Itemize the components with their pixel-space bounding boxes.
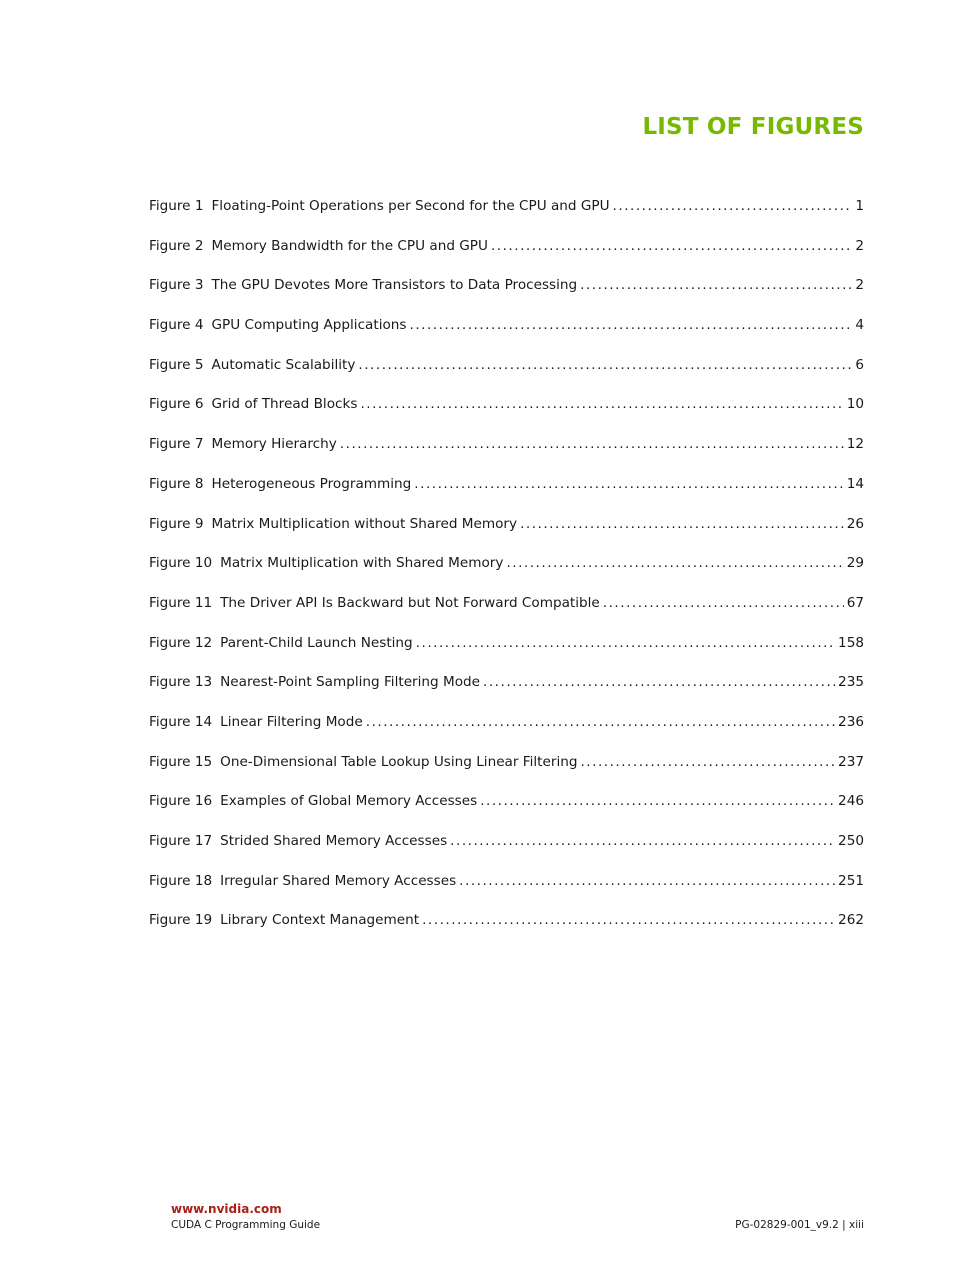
dot-leader	[360, 396, 843, 412]
figure-page-number: 251	[838, 872, 864, 889]
figure-list-entry[interactable]	[149, 436, 864, 476]
figure-title: Examples of Global Memory Accesses	[220, 793, 478, 810]
figure-list-entry[interactable]	[149, 595, 864, 635]
figure-number: Figure 12	[149, 634, 213, 651]
dot-leader	[366, 714, 835, 730]
figure-list-entry[interactable]	[149, 754, 864, 794]
dot-leader	[422, 912, 835, 928]
dot-leader	[358, 357, 852, 373]
figure-number: Figure 7	[149, 436, 204, 453]
figure-title: The Driver API Is Backward but Not Forward Compatible	[220, 594, 600, 611]
figure-title: One-Dimensional Table Lookup Using Linear Filtering	[220, 753, 578, 770]
dot-leader	[483, 674, 835, 690]
figure-number: Figure 13	[149, 674, 213, 691]
figure-list-entry[interactable]	[149, 793, 864, 833]
figure-title: The GPU Devotes More Transistors to Data Processing	[211, 277, 578, 294]
figure-number: Figure 3	[149, 277, 204, 294]
figure-page-number: 246	[838, 793, 864, 810]
figure-number: Figure 8	[149, 475, 204, 492]
figure-page-number: 29	[846, 555, 864, 572]
dot-leader	[450, 833, 835, 849]
figure-number: Figure 5	[149, 356, 204, 373]
figure-number: Figure 16	[149, 793, 213, 810]
dot-leader	[416, 635, 835, 651]
figure-title: Irregular Shared Memory Accesses	[220, 872, 457, 889]
footer-doc-id-page: PG-02829-001_v9.2 | xiii	[735, 1219, 864, 1231]
figure-number: Figure 10	[149, 555, 213, 572]
figure-list-entry[interactable]	[149, 635, 864, 675]
figure-number: Figure 9	[149, 515, 204, 532]
figure-list-entry[interactable]	[149, 357, 864, 397]
figure-title: Heterogeneous Programming	[211, 475, 412, 492]
dot-leader	[491, 238, 852, 254]
figure-number: Figure 14	[149, 713, 213, 730]
figure-title: GPU Computing Applications	[211, 317, 407, 334]
figure-number: Figure 1	[149, 198, 204, 214]
figure-list-entry[interactable]	[149, 674, 864, 714]
figure-number: Figure 18	[149, 872, 213, 889]
dot-leader	[506, 555, 843, 571]
figure-list-entry[interactable]	[149, 476, 864, 516]
figure-title: Linear Filtering Mode	[220, 713, 363, 730]
figure-title: Grid of Thread Blocks	[211, 396, 358, 413]
figure-page-number: 2	[855, 277, 864, 294]
dot-leader	[410, 317, 853, 333]
figure-page-number: 158	[838, 634, 864, 651]
dot-leader	[603, 595, 844, 611]
figure-list-entry[interactable]	[149, 317, 864, 357]
figure-list-entry[interactable]	[149, 198, 864, 238]
figure-title: Matrix Multiplication without Shared Memory	[211, 515, 518, 532]
figure-title: Nearest-Point Sampling Filtering Mode	[220, 674, 481, 691]
figure-list-entry[interactable]	[149, 555, 864, 595]
figure-title: Floating-Point Operations per Second for the CPU and GPU	[211, 198, 610, 214]
figure-page-number: 235	[838, 674, 864, 691]
figure-number: Figure 6	[149, 396, 204, 413]
figure-title: Matrix Multiplication with Shared Memory	[220, 555, 504, 572]
figure-list-entry[interactable]	[149, 912, 864, 952]
figure-title: Automatic Scalability	[211, 356, 356, 373]
figure-list	[149, 198, 864, 952]
figure-page-number: 250	[838, 833, 864, 849]
figure-page-number: 4	[855, 317, 864, 334]
figure-page-number: 237	[838, 753, 864, 770]
dot-leader	[613, 198, 853, 214]
figure-number: Figure 15	[149, 753, 213, 770]
dot-leader	[580, 754, 835, 770]
figure-title: Parent-Child Launch Nesting	[220, 634, 413, 651]
dot-leader	[520, 516, 844, 532]
figure-number: Figure 2	[149, 237, 204, 254]
dot-leader	[414, 476, 843, 492]
figure-number: Figure 11	[149, 594, 213, 611]
figure-page-number: 2	[855, 237, 864, 254]
figure-number: Figure 19	[149, 912, 213, 929]
figure-page-number: 10	[846, 396, 864, 413]
figure-page-number: 12	[846, 436, 864, 453]
figure-page-number: 1	[855, 198, 864, 214]
figure-list-entry[interactable]	[149, 873, 864, 913]
figure-list-entry[interactable]	[149, 714, 864, 754]
figure-page-number: 67	[846, 594, 864, 611]
figure-title: Strided Shared Memory Accesses	[220, 833, 448, 849]
figure-page-number: 6	[855, 356, 864, 373]
page-title: LIST OF FIGURES	[642, 114, 864, 140]
figure-list-entry[interactable]	[149, 516, 864, 556]
figure-title: Library Context Management	[220, 912, 420, 929]
figure-page-number: 26	[846, 515, 864, 532]
dot-leader	[480, 793, 835, 809]
figure-title: Memory Bandwidth for the CPU and GPU	[211, 237, 488, 254]
dot-leader	[459, 873, 835, 889]
figure-page-number: 14	[846, 475, 864, 492]
dot-leader	[580, 277, 852, 293]
footer-url-link[interactable]: www.nvidia.com	[171, 1202, 282, 1216]
figure-list-entry[interactable]	[149, 396, 864, 436]
figure-page-number: 262	[838, 912, 864, 929]
figure-page-number: 236	[838, 713, 864, 730]
figure-number: Figure 17	[149, 833, 213, 849]
figure-title: Memory Hierarchy	[211, 436, 337, 453]
footer-doc-title: CUDA C Programming Guide	[171, 1219, 321, 1231]
figure-list-entry[interactable]	[149, 238, 864, 278]
figure-list-entry[interactable]	[149, 277, 864, 317]
figure-number: Figure 4	[149, 317, 204, 334]
dot-leader	[340, 436, 844, 452]
figure-list-entry[interactable]	[149, 833, 864, 873]
